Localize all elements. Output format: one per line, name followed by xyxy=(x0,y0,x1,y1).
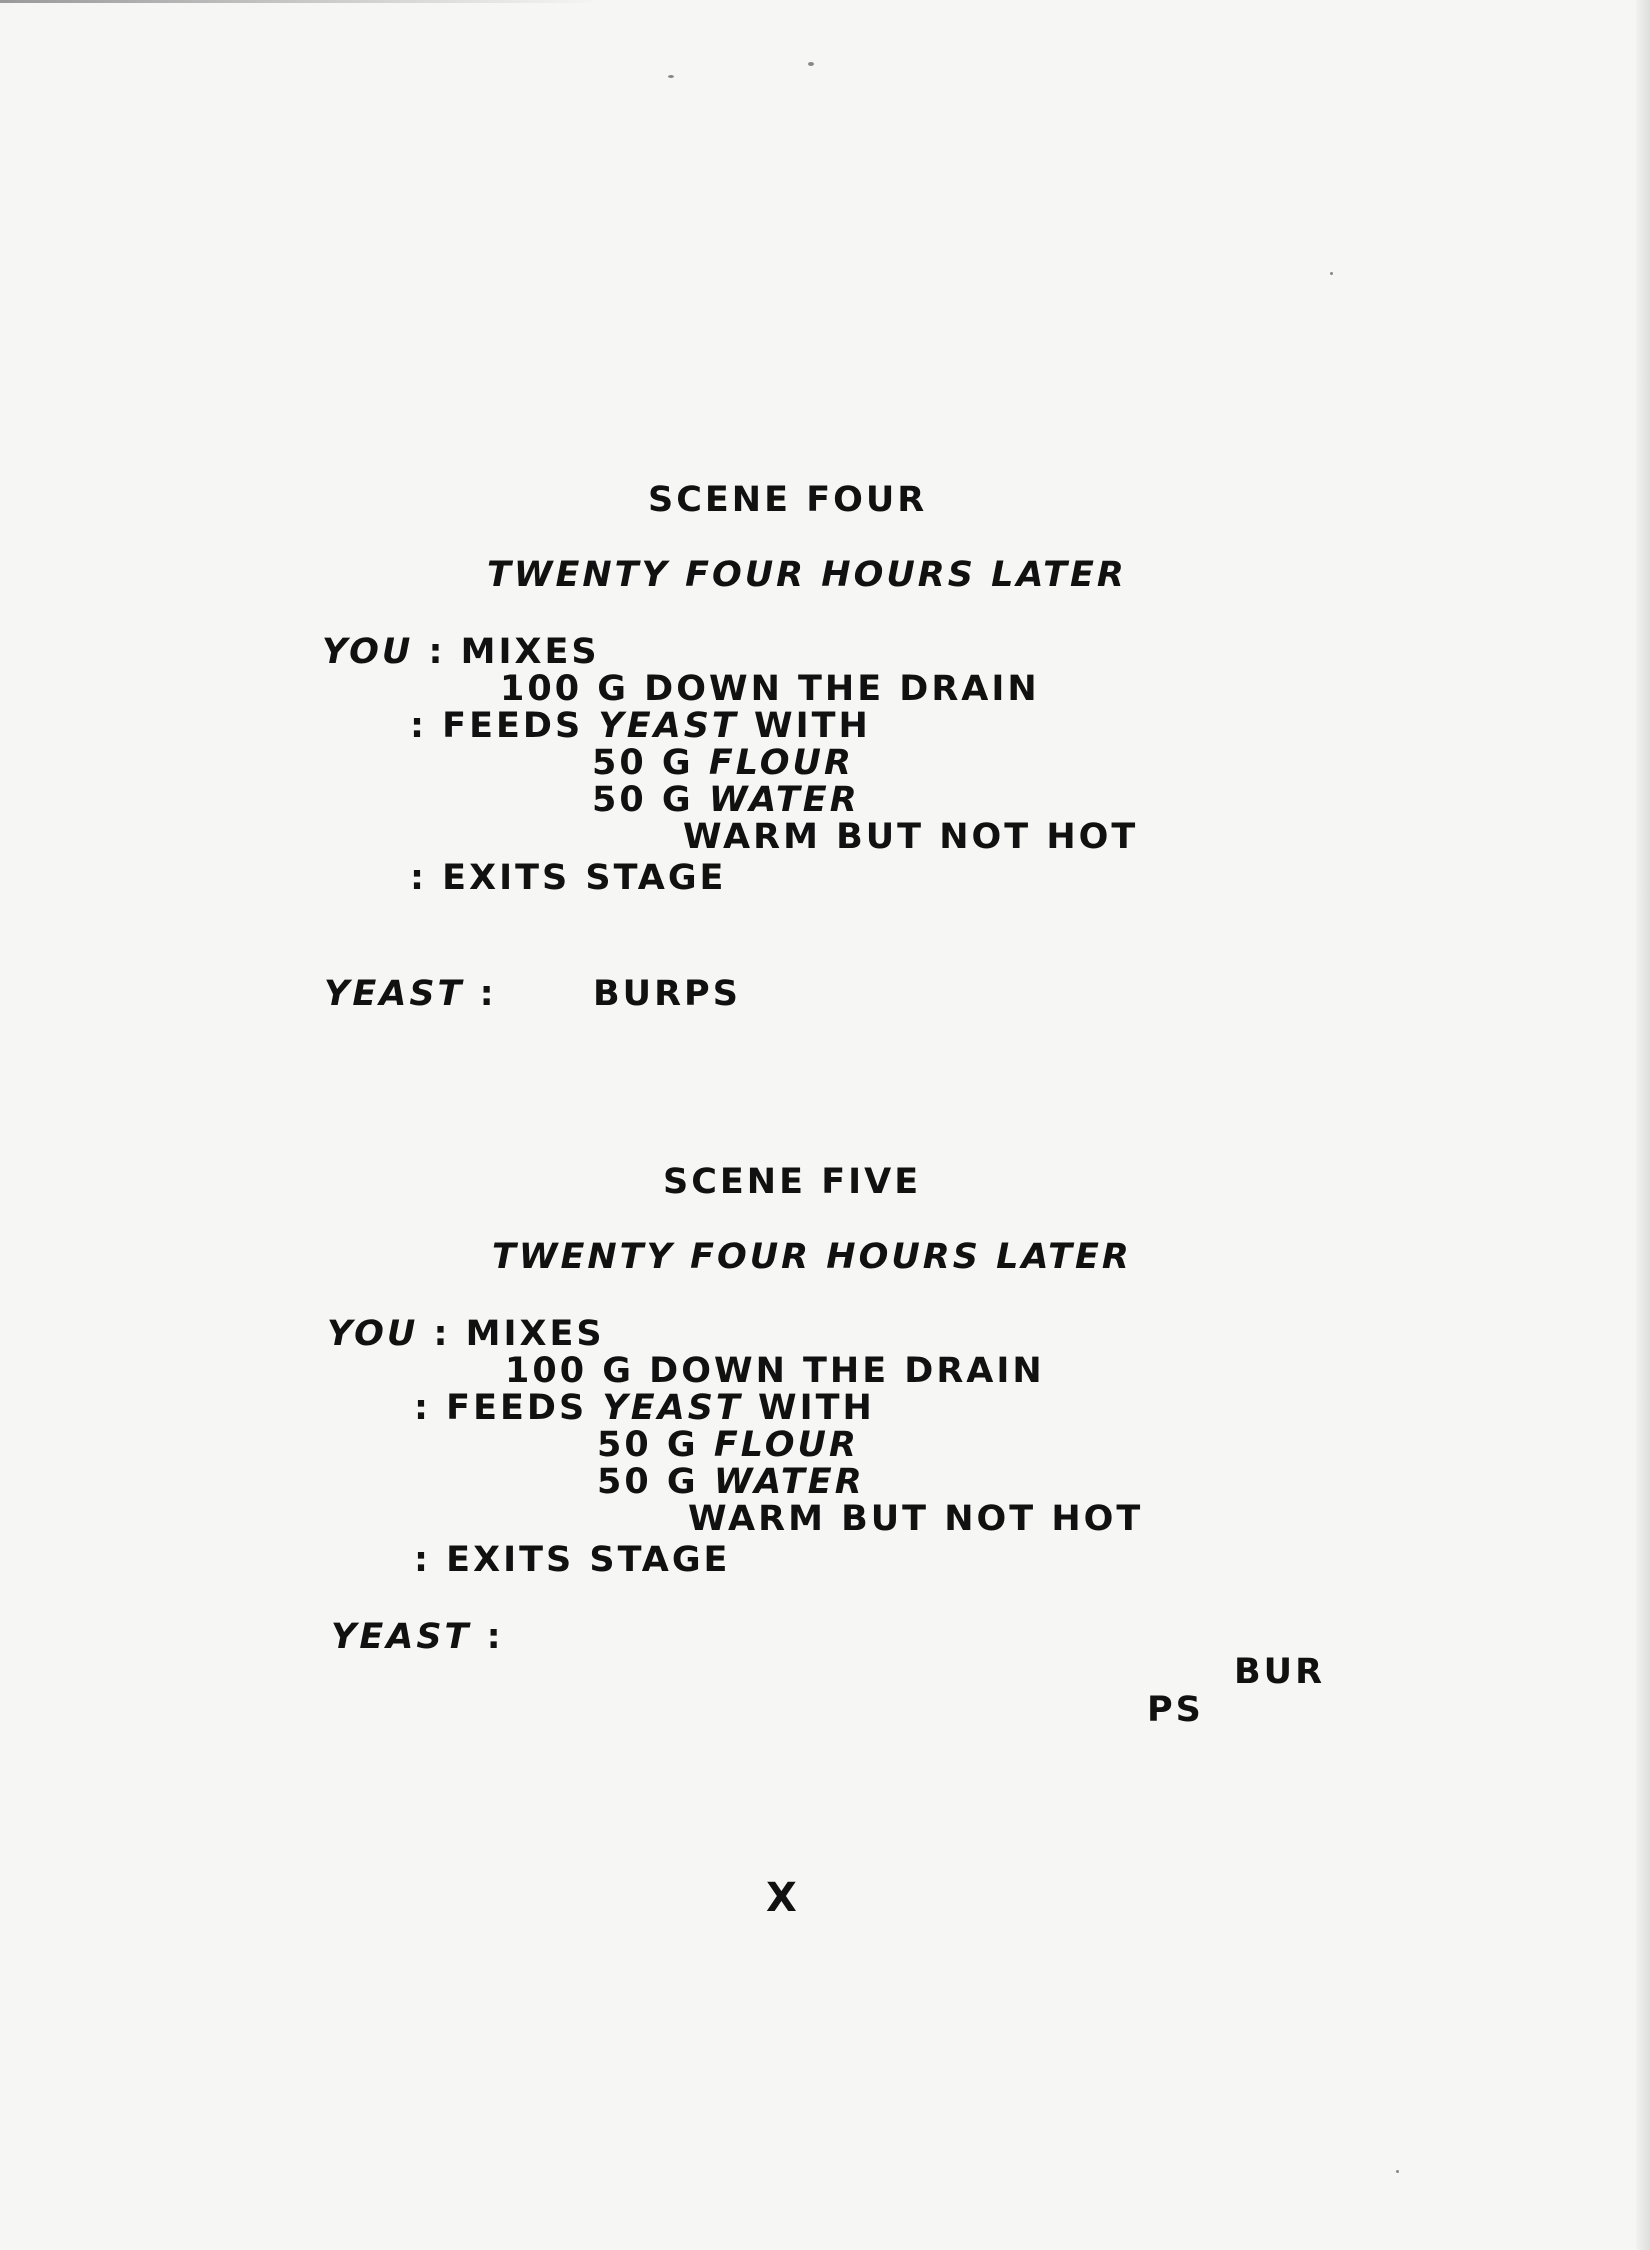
flour-qty: 50 G xyxy=(597,1425,699,1465)
colon: : xyxy=(433,1314,451,1354)
feeds-action: : FEEDS xyxy=(414,1388,588,1428)
page-top-edge xyxy=(0,0,600,3)
yeast-colon: : xyxy=(479,974,497,1014)
scene-five-feeds-line xyxy=(414,1388,875,1428)
paper-speck xyxy=(1330,272,1333,275)
scene-four-feeds-line xyxy=(410,706,871,746)
yeast-word: YEAST xyxy=(602,1388,743,1428)
feeds-action: : FEEDS xyxy=(410,706,584,746)
colon: : xyxy=(428,632,446,672)
water-word: WATER xyxy=(708,780,860,820)
scene-four-time: TWENTY FOUR HOURS LATER xyxy=(487,555,1127,595)
scene-five-burps-part1: BUR xyxy=(1234,1652,1326,1692)
scene-five-burps-part2: PS xyxy=(1147,1690,1204,1730)
scene-four-flour-line xyxy=(592,743,854,783)
scene-five-heading: SCENE FIVE xyxy=(663,1162,922,1202)
you-label: YOU xyxy=(322,632,414,672)
scene-five-yeast-line xyxy=(331,1617,504,1657)
yeast-word: YEAST xyxy=(598,706,739,746)
yeast-label: YEAST xyxy=(331,1617,472,1657)
scene-four-yeast-line xyxy=(324,974,497,1014)
scene-four-water-line xyxy=(592,780,860,820)
paper-speck xyxy=(1396,2170,1399,2173)
flour-word: FLOUR xyxy=(713,1425,859,1465)
flour-word: FLOUR xyxy=(708,743,854,783)
scene-five-you-line xyxy=(327,1314,605,1354)
paper-speck xyxy=(808,62,814,66)
scene-five-water-line xyxy=(597,1462,865,1502)
you-label: YOU xyxy=(327,1314,419,1354)
scene-four-heading: SCENE FOUR xyxy=(648,480,928,520)
water-word: WATER xyxy=(713,1462,865,1502)
page-edge xyxy=(1636,0,1650,2250)
scene-five-exits-line: : EXITS STAGE xyxy=(414,1540,731,1580)
scene-five-warm-line: WARM BUT NOT HOT xyxy=(688,1499,1144,1539)
yeast-colon: : xyxy=(486,1617,504,1657)
end-mark: X xyxy=(766,1875,797,1921)
scene-four-you-line xyxy=(322,632,600,672)
flour-qty: 50 G xyxy=(592,743,694,783)
paper-speck xyxy=(668,75,674,78)
water-qty: 50 G xyxy=(597,1462,699,1502)
scene-five-time: TWENTY FOUR HOURS LATER xyxy=(492,1237,1132,1277)
scene-four-burps: BURPS xyxy=(593,974,741,1014)
scene-four-warm-line: WARM BUT NOT HOT xyxy=(683,817,1139,857)
scene-five-drain-line: 100 G DOWN THE DRAIN xyxy=(505,1351,1045,1391)
scene-four-exits-line: : EXITS STAGE xyxy=(410,858,727,898)
water-qty: 50 G xyxy=(592,780,694,820)
yeast-label: YEAST xyxy=(324,974,465,1014)
with-word: WITH xyxy=(757,1388,875,1428)
scene-five-flour-line xyxy=(597,1425,859,1465)
with-word: WITH xyxy=(753,706,871,746)
mixes-action: MIXES xyxy=(465,1314,605,1354)
scene-four-drain-line: 100 G DOWN THE DRAIN xyxy=(500,669,1040,709)
mixes-action: MIXES xyxy=(460,632,600,672)
